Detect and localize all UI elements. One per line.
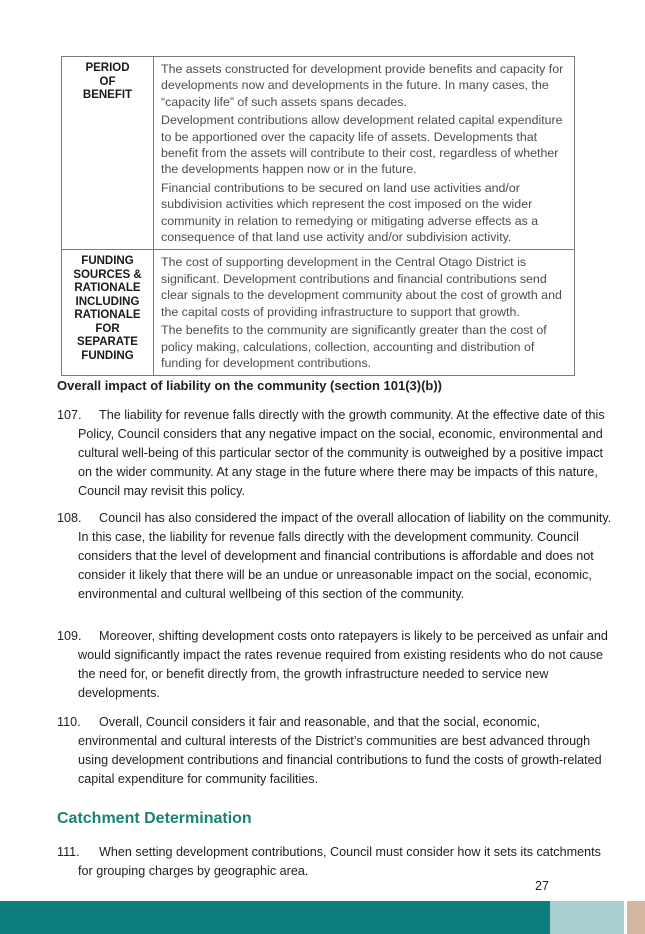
row-content: [154, 250, 575, 376]
footer-bar-light: [550, 901, 624, 934]
paragraph-text: Overall, Council considers it fair and reasonable, and that the social, economic, environmental and cultural interests of the District’s communities are best advanced through using development contributions and financial contributions to fund the costs of growth-related capital expenditure for community facilities.: [78, 715, 602, 786]
row-label: FUNDING SOURCES & RATIONALE INCLUDING RATIONALE FOR SEPARATE FUNDING: [62, 250, 154, 376]
paragraph-text: Moreover, shifting development costs onto ratepayers is likely to be perceived as unfair and would significantly impact the rates revenue required from existing residents who do not cause the need for, or benefit directly from, the growth infrastructure needed to service new developments.: [78, 629, 608, 700]
table-row: [62, 57, 575, 250]
paragraph-number: 111.: [57, 845, 80, 859]
table-row: [62, 250, 575, 376]
row-paragraph: The cost of supporting development in the Central Otago District is significant. Development contributions and financial contributions send clear signals to the development community about the cost of growth and the capital costs of providing infrastructure to support that growth.: [161, 255, 562, 319]
numbered-paragraph: [57, 843, 618, 881]
paragraph-number: 109.: [57, 629, 82, 643]
row-content: [154, 57, 575, 250]
paragraph-number: 108.: [57, 511, 82, 525]
paragraph-text: The liability for revenue falls directly with the growth community. At the effective date of this Policy, Council considers that any negative impact on the social, economic, environmental and cultural well-being of this particular sector of the community is outweighed by a positive impact on the wider community. At any stage in the future where there may be impacts of this nature, Council may revisit this policy.: [78, 408, 605, 498]
paragraph-number: 107.: [57, 408, 82, 422]
row-paragraph: Development contributions allow development related capital expenditure to be apportioned over the capacity life of assets. Developments that benefit from the assets will contribute to their cost, regardless of whether the developments happen now or in the future.: [161, 113, 563, 177]
numbered-paragraph: [57, 406, 618, 501]
footer-bar-tan: [627, 901, 645, 934]
row-paragraph: Financial contributions to be secured on land use activities and/or subdivision activities which represent the cost imposed on the wider community in relation to remedying or mitigating adverse effects as a consequence of that land use activity and/or subdivision activity.: [161, 180, 539, 245]
page-number: 27: [535, 879, 549, 893]
paragraph-text: Council has also considered the impact of the overall allocation of liability on the community. In this case, the liability for revenue falls directly with the development community. Council considers that the level of development and financial contributions is affordable and does not consider it likely that there will be an undue or unreasonable impact on the social, economic, environmental and cultural wellbeing of this section of the community.: [78, 511, 612, 601]
section-title: Catchment Determination: [57, 810, 252, 827]
numbered-paragraph: [57, 627, 618, 703]
section-heading: Overall impact of liability on the community (section 101(3)(b)): [57, 378, 443, 393]
row-paragraph: The assets constructed for development provide benefits and capacity for developments now and developments in the future. In many cases, the “capacity life” of such assets spans decades.: [161, 62, 564, 109]
row-label: PERIOD OF BENEFIT: [62, 57, 154, 250]
footer-bar-teal: [0, 901, 550, 934]
numbered-paragraph: [57, 713, 618, 789]
paragraph-text: When setting development contributions, Council must consider how it sets its catchments for grouping charges by geographic area.: [78, 845, 601, 878]
row-paragraph: The benefits to the community are significantly greater than the cost of policy making, calculations, collection, accounting and distribution of funding for development contributions.: [161, 323, 547, 370]
numbered-paragraph: [57, 509, 618, 604]
paragraph-number: 110.: [57, 715, 81, 729]
policy-table: [61, 56, 575, 376]
